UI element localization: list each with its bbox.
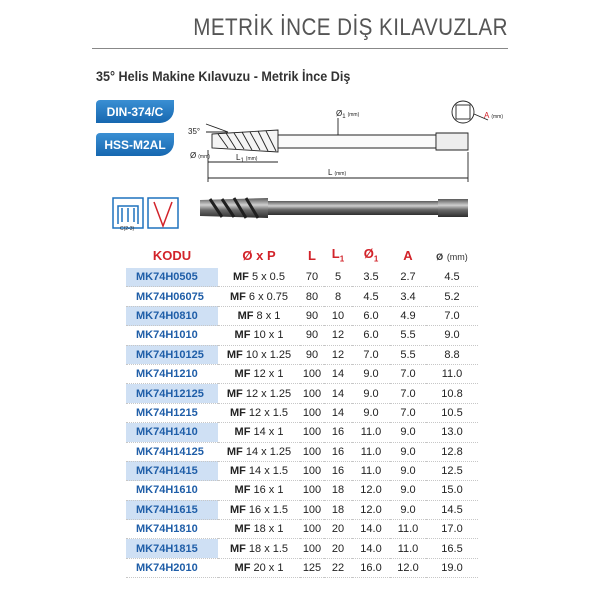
mf-prefix: MF <box>226 387 243 400</box>
l1-label: L <box>236 153 241 162</box>
col-header-l: L <box>308 247 316 263</box>
table-row <box>126 268 478 287</box>
drill-size-cell: 7.0 <box>426 306 478 325</box>
col-header-drill <box>426 242 478 268</box>
size-value: 12 x 1 <box>253 368 284 381</box>
l-label: L <box>328 168 333 177</box>
size-cell <box>218 500 300 519</box>
shank-diameter-cell: 9.0 <box>352 364 390 383</box>
thread-length-cell: 12 <box>324 345 352 364</box>
svg-text:A(mm) <box>484 111 503 120</box>
table-row <box>126 384 478 403</box>
size-cell <box>218 481 300 500</box>
length-cell: 100 <box>300 461 324 480</box>
tap-photo-square <box>438 199 468 217</box>
table-row <box>126 520 478 539</box>
shank-diameter-cell: 12.0 <box>352 481 390 500</box>
table-header-row <box>126 242 478 268</box>
size-value: 5 x 0.5 <box>251 271 285 284</box>
square-size-cell: 9.0 <box>390 500 426 519</box>
length-cell: 70 <box>300 268 324 287</box>
thread-length-cell: 16 <box>324 423 352 442</box>
l1-header-sub: 1 <box>339 254 345 264</box>
size-cell <box>218 287 300 306</box>
thread-length-cell: 22 <box>324 558 352 577</box>
mf-prefix: MF <box>226 445 243 458</box>
square-size-cell: 7.0 <box>390 364 426 383</box>
square-size-cell: 7.0 <box>390 403 426 422</box>
length-cell: 100 <box>300 384 324 403</box>
thread-length-cell: 16 <box>324 461 352 480</box>
mf-prefix: MF <box>229 406 246 419</box>
shank-diameter-cell: 3.5 <box>352 268 390 287</box>
l-unit: (mm) <box>334 171 347 177</box>
product-code-cell: MK74H12125 <box>126 384 218 403</box>
tap-square-end <box>436 133 468 150</box>
length-cell: 125 <box>300 558 324 577</box>
square-size-cell: 9.0 <box>390 461 426 480</box>
square-size-cell: 4.9 <box>390 306 426 325</box>
col-header-d1 <box>352 242 390 268</box>
shank-diameter-cell: 4.5 <box>352 287 390 306</box>
page-title: METRİK İNCE DİŞ KILAVUZLAR <box>193 14 508 41</box>
mf-prefix: MF <box>234 368 251 381</box>
size-cell <box>218 268 300 287</box>
svg-text:Ø(mm) <box>190 151 210 160</box>
size-cell <box>218 423 300 442</box>
size-cell <box>218 442 300 461</box>
length-cell: 100 <box>300 364 324 383</box>
drill-size-cell: 10.5 <box>426 403 478 422</box>
product-code-cell: MK74H1410 <box>126 423 218 442</box>
table-row <box>126 423 478 442</box>
tap-shank <box>278 135 436 148</box>
product-code-cell: MK74H0505 <box>126 268 218 287</box>
end-view-circle <box>452 101 474 123</box>
square-size-cell: 9.0 <box>390 481 426 500</box>
thread-length-cell: 18 <box>324 500 352 519</box>
drill-size-cell: 17.0 <box>426 520 478 539</box>
size-cell <box>218 403 300 422</box>
chamfer-label: C(2-3) <box>120 226 135 232</box>
product-code-cell: MK74H1215 <box>126 403 218 422</box>
size-value: 14 x 1.5 <box>248 465 289 478</box>
size-value: 12 x 1.25 <box>245 387 292 400</box>
mf-prefix: MF <box>234 523 251 536</box>
shank-diameter-cell: 14.0 <box>352 520 390 539</box>
l1-header-text: L <box>331 246 340 262</box>
tap-photo <box>196 192 472 224</box>
size-cell <box>218 326 300 345</box>
table-row <box>126 539 478 558</box>
drill-size-cell: 15.0 <box>426 481 478 500</box>
fluted-section <box>212 130 278 152</box>
tap-spec-table <box>126 242 478 578</box>
table-row <box>126 287 478 306</box>
drill-header-text: Ø <box>436 251 444 262</box>
d-label: Ø <box>190 151 197 160</box>
mf-prefix: MF <box>234 562 251 575</box>
drill-size-cell: 4.5 <box>426 268 478 287</box>
product-code-cell: MK74H1210 <box>126 364 218 383</box>
a-unit: (mm) <box>491 114 504 120</box>
tap-photo-shank <box>268 201 438 215</box>
l1-unit: (mm) <box>245 156 258 162</box>
table-row <box>126 442 478 461</box>
square-size-cell: 9.0 <box>390 442 426 461</box>
thread-length-cell: 18 <box>324 481 352 500</box>
d1-header-text: Ø <box>363 246 374 262</box>
product-code-cell: MK74H1415 <box>126 461 218 480</box>
square-size-cell: 7.0 <box>390 384 426 403</box>
drill-size-cell: 11.0 <box>426 364 478 383</box>
size-cell <box>218 345 300 364</box>
thread-length-cell: 14 <box>324 364 352 383</box>
size-value: 20 x 1 <box>253 562 284 575</box>
mf-prefix: MF <box>229 503 246 516</box>
table-row <box>126 461 478 480</box>
size-cell <box>218 461 300 480</box>
size-value: 12 x 1.5 <box>248 406 289 419</box>
drill-size-cell: 12.8 <box>426 442 478 461</box>
length-cell: 100 <box>300 423 324 442</box>
length-cell: 90 <box>300 326 324 345</box>
length-cell: 100 <box>300 481 324 500</box>
title-divider <box>92 48 508 49</box>
length-cell: 100 <box>300 500 324 519</box>
table-row <box>126 364 478 383</box>
drill-size-cell: 14.5 <box>426 500 478 519</box>
drill-size-cell: 10.8 <box>426 384 478 403</box>
square-size-cell: 9.0 <box>390 423 426 442</box>
mf-prefix: MF <box>233 271 249 284</box>
length-cell: 100 <box>300 539 324 558</box>
shank-diameter-cell: 11.0 <box>352 461 390 480</box>
length-cell: 100 <box>300 403 324 422</box>
mf-prefix: MF <box>234 329 251 342</box>
shank-diameter-cell: 6.0 <box>352 326 390 345</box>
size-cell <box>218 364 300 383</box>
svg-text:Ø1(mm) <box>336 109 360 120</box>
mf-prefix: MF <box>229 290 246 303</box>
drill-size-cell: 16.5 <box>426 539 478 558</box>
table-row <box>126 558 478 577</box>
helix-angle-line <box>206 124 228 132</box>
size-value: 14 x 1 <box>253 426 284 439</box>
product-code-cell: MK74H1810 <box>126 520 218 539</box>
drill-size-cell: 19.0 <box>426 558 478 577</box>
size-cell <box>218 520 300 539</box>
col-header-a: A <box>403 247 413 263</box>
table-row <box>126 326 478 345</box>
shank-diameter-cell: 11.0 <box>352 442 390 461</box>
square-size-cell: 12.0 <box>390 558 426 577</box>
length-cell: 100 <box>300 520 324 539</box>
shank-diameter-cell: 6.0 <box>352 306 390 325</box>
mf-prefix: MF <box>229 542 246 555</box>
square-size-cell: 2.7 <box>390 268 426 287</box>
table-row <box>126 500 478 519</box>
drill-size-cell: 12.5 <box>426 461 478 480</box>
material-badge: HSS-M2AL <box>96 133 174 156</box>
product-subtitle: 35° Helis Makine Kılavuzu - Metrik İnce Diş <box>96 68 351 84</box>
length-cell: 80 <box>300 287 324 306</box>
product-code-cell: MK74H1610 <box>126 481 218 500</box>
thread-length-cell: 8 <box>324 287 352 306</box>
size-value: 10 x 1 <box>253 329 284 342</box>
table-row <box>126 481 478 500</box>
shank-diameter-cell: 7.0 <box>352 345 390 364</box>
length-cell: 100 <box>300 442 324 461</box>
product-code-cell: MK74H10125 <box>126 345 218 364</box>
product-code-cell: MK74H0810 <box>126 306 218 325</box>
size-cell <box>218 306 300 325</box>
square-size-cell: 5.5 <box>390 326 426 345</box>
thread-length-cell: 12 <box>324 326 352 345</box>
size-value: 18 x 1 <box>253 523 284 536</box>
shank-diameter-cell: 9.0 <box>352 384 390 403</box>
size-value: 10 x 1.25 <box>245 348 292 361</box>
tap-type-icons <box>112 196 192 232</box>
angle-label: 35° <box>188 127 201 136</box>
tap-dimension-diagram <box>188 92 508 192</box>
col-header-size: Ø x P <box>242 247 276 263</box>
thread-length-cell: 5 <box>324 268 352 287</box>
square-size-cell: 11.0 <box>390 539 426 558</box>
mf-prefix: MF <box>234 484 251 497</box>
product-code-cell: MK74H1615 <box>126 500 218 519</box>
drill-size-cell: 8.8 <box>426 345 478 364</box>
square-size-cell: 11.0 <box>390 520 426 539</box>
drill-size-cell: 13.0 <box>426 423 478 442</box>
mf-prefix: MF <box>234 426 251 439</box>
size-value: 8 x 1 <box>256 309 281 322</box>
size-value: 16 x 1 <box>253 484 284 497</box>
l1-subscript: 1 <box>240 158 244 164</box>
shank-diameter-cell: 11.0 <box>352 423 390 442</box>
length-cell: 90 <box>300 345 324 364</box>
d1-label: Ø <box>336 109 343 118</box>
mf-prefix: MF <box>229 465 246 478</box>
d1-unit: (mm) <box>347 112 360 118</box>
size-value: 6 x 0.75 <box>248 290 289 303</box>
drill-size-cell: 9.0 <box>426 326 478 345</box>
drill-header-unit: (mm) <box>446 251 468 262</box>
thread-length-cell: 20 <box>324 539 352 558</box>
size-cell <box>218 539 300 558</box>
col-header-kodu: KODU <box>152 247 192 263</box>
square-size-cell: 5.5 <box>390 345 426 364</box>
product-code-cell: MK74H06075 <box>126 287 218 306</box>
col-header-l1 <box>324 242 352 268</box>
product-code-cell: MK74H1010 <box>126 326 218 345</box>
product-code-cell: MK74H14125 <box>126 442 218 461</box>
a-label: A <box>484 111 490 120</box>
shank-diameter-cell: 16.0 <box>352 558 390 577</box>
d1-header-sub: 1 <box>373 254 379 264</box>
size-cell <box>218 558 300 577</box>
mf-prefix: MF <box>237 309 254 322</box>
size-value: 18 x 1.5 <box>248 542 289 555</box>
table-row <box>126 306 478 325</box>
table-row <box>126 403 478 422</box>
shank-diameter-cell: 12.0 <box>352 500 390 519</box>
thread-length-cell: 20 <box>324 520 352 539</box>
svg-text:L(mm) <box>328 168 346 177</box>
shank-diameter-cell: 14.0 <box>352 539 390 558</box>
mf-prefix: MF <box>226 348 243 361</box>
length-cell: 90 <box>300 306 324 325</box>
shank-diameter-cell: 9.0 <box>352 403 390 422</box>
square-size-cell: 3.4 <box>390 287 426 306</box>
end-view-square <box>456 105 470 119</box>
standard-badge: DIN-374/C <box>96 100 174 123</box>
drill-size-cell: 5.2 <box>426 287 478 306</box>
table-row <box>126 345 478 364</box>
tap-geometry-icon <box>148 198 178 228</box>
d-unit: (mm) <box>198 154 210 160</box>
thread-length-cell: 10 <box>324 306 352 325</box>
thread-length-cell: 14 <box>324 403 352 422</box>
thread-length-cell: 16 <box>324 442 352 461</box>
product-code-cell: MK74H1815 <box>126 539 218 558</box>
size-cell <box>218 384 300 403</box>
size-value: 16 x 1.5 <box>248 503 289 516</box>
thread-length-cell: 14 <box>324 384 352 403</box>
product-code-cell: MK74H2010 <box>126 558 218 577</box>
size-value: 14 x 1.25 <box>245 445 292 458</box>
d1-subscript: 1 <box>342 114 346 120</box>
